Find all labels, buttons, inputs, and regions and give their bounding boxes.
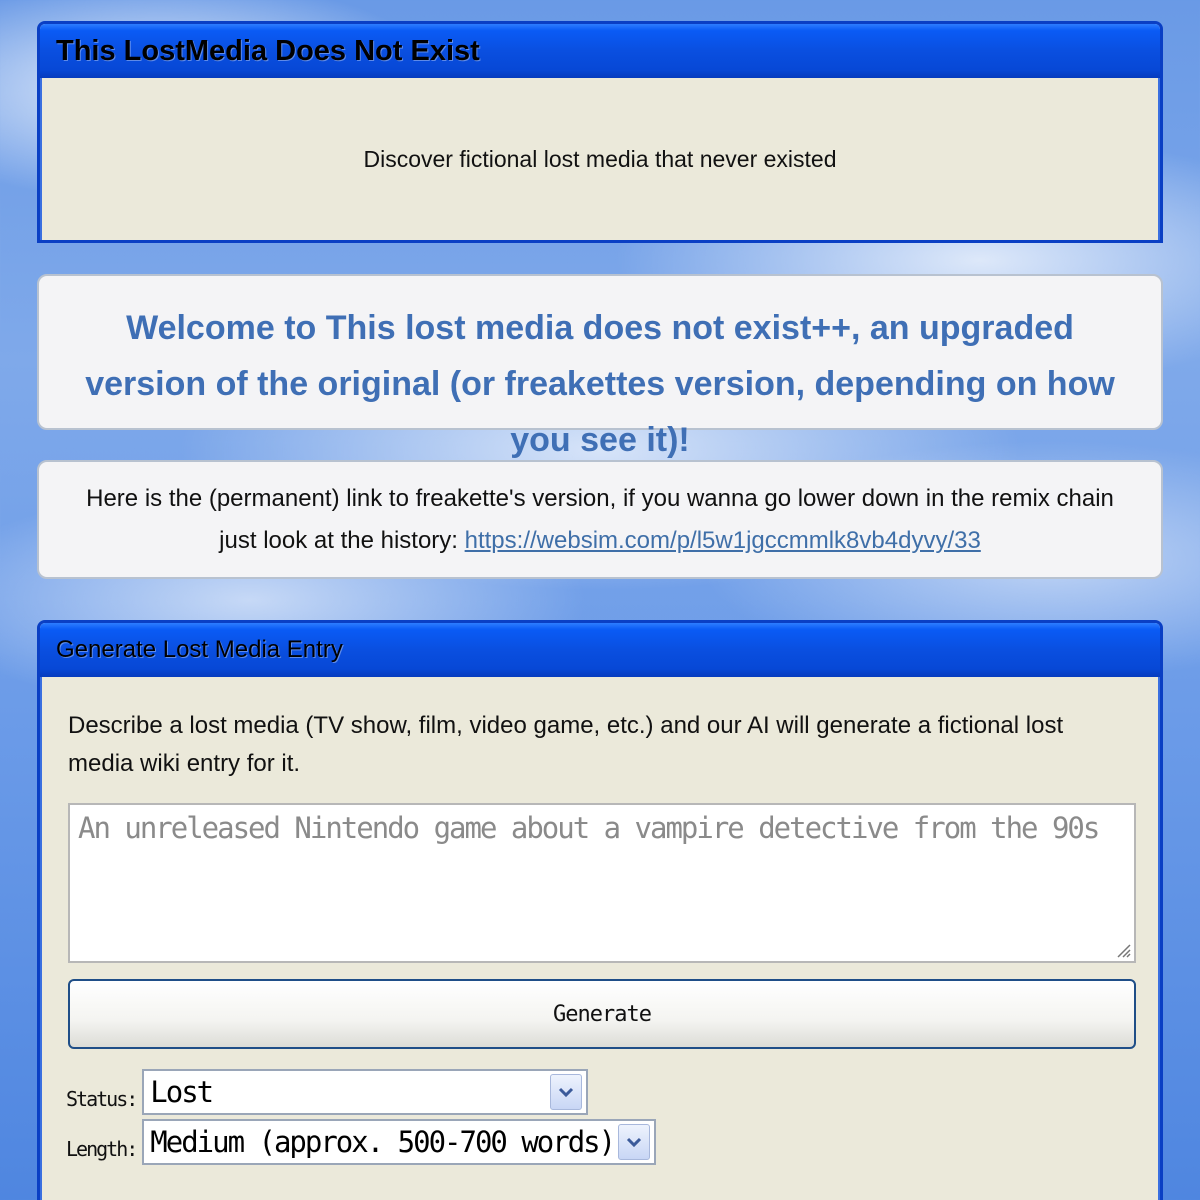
- welcome-card: [37, 274, 1163, 459]
- generator-titlebar: [40, 623, 1160, 677]
- generator-title: Generate Lost Media Entry: [56, 636, 343, 663]
- prompt-input[interactable]: [68, 803, 1136, 963]
- status-value: Lost: [150, 1075, 213, 1109]
- chevron-down-icon[interactable]: [550, 1074, 582, 1110]
- link-card-message: Here is the (permanent) link to freakette's version, if you wanna go lower down in the remix chain just look at the history:: [86, 485, 1114, 554]
- prompt-placeholder: An unreleased Nintendo game about a vampire detective from the 90s: [78, 811, 1099, 845]
- length-row: [68, 1119, 1132, 1165]
- length-label: Length:: [66, 1137, 137, 1161]
- generate-button[interactable]: Generate: [68, 979, 1136, 1049]
- site-title: This LostMedia Does Not Exist: [56, 34, 480, 67]
- length-select[interactable]: [142, 1119, 656, 1165]
- resize-grip-icon[interactable]: [1115, 942, 1131, 958]
- length-value: Medium (approx. 500-700 words): [150, 1125, 615, 1159]
- generator-window: [37, 620, 1163, 1200]
- welcome-message: Welcome to This lost media does not exist++, an upgraded version of the original (or freakettes version, depending on how you see it)!: [85, 309, 1115, 459]
- header-body: [40, 78, 1160, 243]
- chevron-down-icon[interactable]: [618, 1124, 650, 1160]
- link-card: [37, 460, 1163, 579]
- status-label: Status:: [66, 1087, 137, 1111]
- generator-body: [40, 677, 1160, 1200]
- status-select[interactable]: [142, 1069, 588, 1115]
- header-titlebar: [40, 24, 1160, 78]
- link-card-text: [69, 478, 1131, 562]
- freakette-version-link[interactable]: https://websim.com/p/l5w1jgccmmlk8vb4dyvy/33: [464, 527, 981, 554]
- site-subtitle: Discover fictional lost media that never existed: [363, 146, 837, 172]
- header-window: [37, 21, 1163, 243]
- generator-description: Describe a lost media (TV show, film, video game, etc.) and our AI will generate a fictional lost media wiki entry for it.: [68, 712, 1064, 777]
- status-row: [68, 1069, 1132, 1115]
